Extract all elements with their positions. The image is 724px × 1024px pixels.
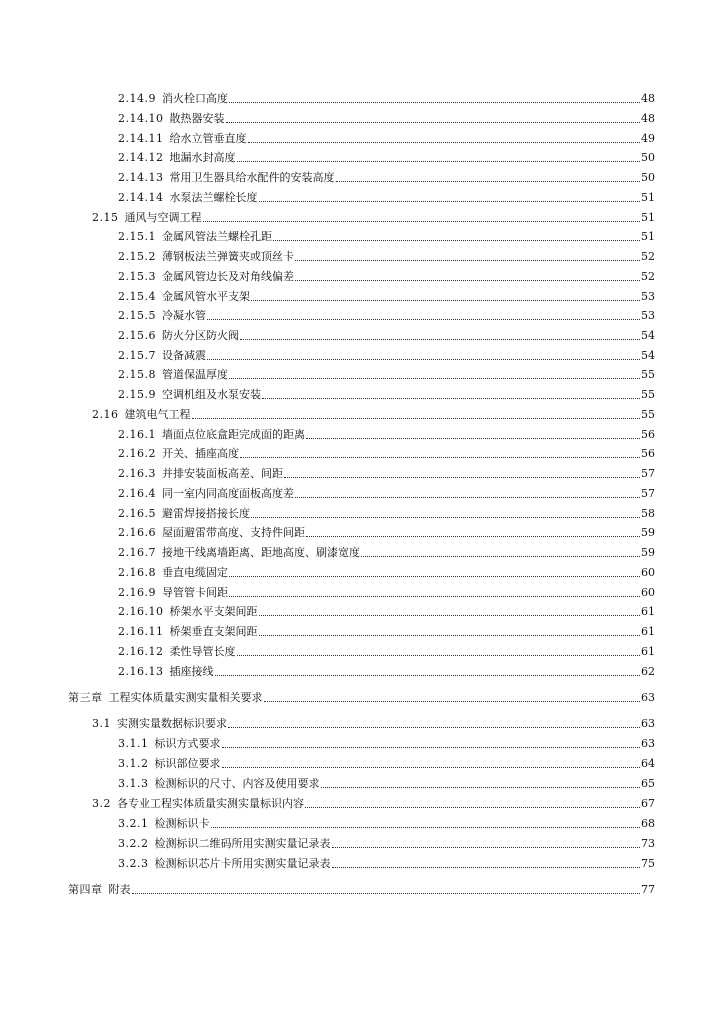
dot-leader xyxy=(222,767,641,768)
toc-entry-number: 3.2.2 xyxy=(118,837,149,850)
toc-entry-number: 2.15.5 xyxy=(118,309,156,322)
toc-entry[interactable] xyxy=(118,619,655,639)
dot-leader xyxy=(237,655,641,656)
dot-leader xyxy=(211,827,641,828)
toc-entry-title: 消火栓口高度 xyxy=(162,92,228,105)
toc-entry-page: 49 xyxy=(641,132,655,145)
toc-entry-title: 标识方式要求 xyxy=(154,737,221,750)
toc-entry-number: 3.1 xyxy=(92,717,111,730)
dot-leader xyxy=(361,556,640,557)
dot-leader xyxy=(306,438,640,439)
toc-entry-title: 检测标识二维码所用实测实量记录表 xyxy=(154,837,331,850)
toc-entry-page: 51 xyxy=(641,191,655,204)
toc-entry-page: 75 xyxy=(641,857,655,870)
toc-entry-title: 金属风管法兰螺栓孔距 xyxy=(162,230,272,243)
dot-leader xyxy=(229,102,640,103)
toc-entry-page: 56 xyxy=(641,447,655,460)
toc-entry[interactable] xyxy=(118,86,655,106)
toc-entry-number: 2.16 xyxy=(92,408,119,421)
toc-entry[interactable] xyxy=(118,284,655,304)
toc-entry-title: 附表 xyxy=(108,883,131,896)
toc-entry-title: 开关、插座高度 xyxy=(162,447,239,460)
toc-entry-page: 61 xyxy=(641,605,655,618)
toc-entry[interactable] xyxy=(118,422,655,442)
toc-entry-title: 柔性导管长度 xyxy=(169,645,236,658)
toc-entry-number: 2.16.4 xyxy=(118,487,156,500)
toc-entry-title: 屋面避雷带高度、支持件间距 xyxy=(162,526,305,539)
dot-leader xyxy=(295,260,640,261)
dot-leader xyxy=(332,867,641,868)
toc-entry-number: 2.15 xyxy=(92,211,119,224)
dot-leader xyxy=(229,576,640,577)
toc-entry-number: 3.2.3 xyxy=(118,857,149,870)
dot-leader xyxy=(229,596,640,597)
toc-entry[interactable] xyxy=(118,362,655,382)
dot-leader xyxy=(207,319,640,320)
toc-entry-number: 2.16.3 xyxy=(118,467,156,480)
toc-entry-page: 73 xyxy=(641,837,655,850)
toc-entry-number: 2.15.8 xyxy=(118,368,156,381)
dot-leader xyxy=(237,161,641,162)
dot-leader xyxy=(262,398,640,399)
toc-entry-number: 2.15.1 xyxy=(118,230,156,243)
toc-entry-page: 58 xyxy=(641,507,655,520)
toc-entry-number: 2.16.9 xyxy=(118,586,156,599)
toc-entry[interactable] xyxy=(118,501,655,521)
toc-entry-page: 54 xyxy=(641,349,655,362)
dot-leader xyxy=(132,893,641,894)
toc-entry-page: 54 xyxy=(641,329,655,342)
toc-entry[interactable] xyxy=(118,659,655,679)
dot-leader xyxy=(295,280,640,281)
toc-entry-page: 63 xyxy=(641,717,655,730)
dot-leader xyxy=(321,787,641,788)
dot-leader xyxy=(284,477,640,478)
dot-leader xyxy=(222,747,641,748)
toc-entry[interactable] xyxy=(118,831,655,851)
toc-entry-number: 2.14.10 xyxy=(118,112,164,125)
toc-entry-page: 63 xyxy=(641,691,655,704)
toc-entry[interactable] xyxy=(118,441,655,461)
toc-entry-title: 冷凝水管 xyxy=(162,309,206,322)
toc-entry-number: 2.16.11 xyxy=(118,625,164,638)
dot-leader xyxy=(251,517,640,518)
toc-entry[interactable] xyxy=(118,244,655,264)
dot-leader xyxy=(240,457,640,458)
toc-entry-title: 避雷焊接搭接长度 xyxy=(162,507,250,520)
toc-entry-page: 48 xyxy=(641,112,655,125)
toc-entry-number: 2.14.14 xyxy=(118,191,164,204)
toc-entry-number: 2.16.13 xyxy=(118,665,164,678)
toc-entry-number: 2.16.2 xyxy=(118,447,156,460)
toc-entry[interactable] xyxy=(118,106,655,126)
toc-entry-title: 建筑电气工程 xyxy=(124,408,191,421)
toc-entry[interactable] xyxy=(118,481,655,501)
toc-entry[interactable] xyxy=(92,402,655,422)
toc-entry-page: 50 xyxy=(641,171,655,184)
toc-entry-page: 48 xyxy=(641,92,655,105)
toc-entry[interactable] xyxy=(118,303,655,323)
toc-entry-number: 2.15.2 xyxy=(118,250,156,263)
toc-entry-title: 散热器安装 xyxy=(169,112,225,125)
toc-entry[interactable] xyxy=(118,639,655,659)
toc-entry-number: 3.1.2 xyxy=(118,757,149,770)
toc-entry-title: 桥架垂直支架间距 xyxy=(169,625,258,638)
toc-entry[interactable] xyxy=(118,126,655,146)
toc-entry-title: 薄钢板法兰弹簧夹或顶丝卡 xyxy=(162,250,294,263)
toc-entry[interactable] xyxy=(68,877,655,897)
toc-entry-number: 2.15.4 xyxy=(118,290,156,303)
toc-entry-page: 68 xyxy=(641,817,655,830)
toc-entry[interactable] xyxy=(118,461,655,481)
toc-entry-title: 检测标识的尺寸、内容及使用要求 xyxy=(154,777,320,790)
toc-entry-page: 52 xyxy=(641,270,655,283)
toc-entry-title: 标识部位要求 xyxy=(154,757,221,770)
toc-entry-title: 空调机组及水泵安装 xyxy=(162,388,261,401)
toc-entry[interactable] xyxy=(118,560,655,580)
dot-leader xyxy=(228,727,640,728)
dot-leader xyxy=(215,675,641,676)
toc-entry[interactable] xyxy=(118,224,655,244)
toc-entry[interactable] xyxy=(118,751,655,771)
toc-entry-page: 67 xyxy=(641,797,655,810)
toc-entry-number: 第四章 xyxy=(68,883,103,896)
toc-entry-page: 63 xyxy=(641,737,655,750)
toc-entry-title: 并排安装面板高差、间距 xyxy=(162,467,283,480)
toc-entry-page: 51 xyxy=(641,211,655,224)
toc-entry-title: 检测标识芯片卡所用实测实量记录表 xyxy=(154,857,331,870)
toc-entry[interactable] xyxy=(118,580,655,600)
toc-entry-title: 工程实体质量实测实量相关要求 xyxy=(108,691,263,704)
toc-entry-title: 插座接线 xyxy=(169,665,214,678)
toc-entry[interactable] xyxy=(118,811,655,831)
dot-leader xyxy=(264,701,641,702)
toc-entry-title: 同一室内同高度面板高度差 xyxy=(162,487,294,500)
toc-entry-number: 3.2.1 xyxy=(118,817,149,830)
toc-entry-page: 55 xyxy=(641,388,655,401)
toc-entry-number: 2.15.9 xyxy=(118,388,156,401)
toc-entry-title: 接地干线离墙距离、距地高度、刷漆宽度 xyxy=(162,546,360,559)
dot-leader xyxy=(273,240,640,241)
dot-leader xyxy=(259,615,641,616)
toc-entry-number: 3.1.3 xyxy=(118,777,149,790)
toc-entry[interactable] xyxy=(118,540,655,560)
dot-leader xyxy=(207,359,640,360)
toc-entry-number: 2.16.10 xyxy=(118,605,164,618)
toc-entry-page: 77 xyxy=(641,883,655,896)
toc-entry-number: 2.15.7 xyxy=(118,349,156,362)
toc-entry-number: 2.16.7 xyxy=(118,546,156,559)
toc-entry-number: 3.1.1 xyxy=(118,737,149,750)
toc-entry-title: 管道保温厚度 xyxy=(162,368,228,381)
toc-entry-title: 检测标识卡 xyxy=(154,817,210,830)
toc-entry-page: 50 xyxy=(641,151,655,164)
toc-entry-page: 61 xyxy=(641,645,655,658)
toc-entry[interactable] xyxy=(118,599,655,619)
toc-entry-number: 2.16.6 xyxy=(118,526,156,539)
toc-entry-title: 垂直电缆固定 xyxy=(162,566,228,579)
dot-leader xyxy=(259,201,641,202)
toc-entry[interactable] xyxy=(92,205,655,225)
toc-entry-number: 2.16.1 xyxy=(118,428,156,441)
toc-entry-number: 3.2 xyxy=(92,797,111,810)
toc-entry-title: 导管管卡间距 xyxy=(162,586,228,599)
toc-entry-title: 桥架水平支架间距 xyxy=(169,605,258,618)
toc-entry-title: 实测实量数据标识要求 xyxy=(117,717,227,730)
toc-entry[interactable] xyxy=(92,791,655,811)
toc-entry-page: 60 xyxy=(641,566,655,579)
toc-entry[interactable] xyxy=(118,323,655,343)
toc-entry-page: 55 xyxy=(641,408,655,421)
toc-entry-page: 55 xyxy=(641,368,655,381)
toc-entry-number: 2.14.13 xyxy=(118,171,164,184)
toc-entry-number: 2.16.12 xyxy=(118,645,164,658)
toc-entry[interactable] xyxy=(118,731,655,751)
toc-entry-title: 各专业工程实体质量实测实量标识内容 xyxy=(117,797,304,810)
toc-entry-page: 59 xyxy=(641,546,655,559)
dot-leader xyxy=(259,635,641,636)
toc-entry-page: 57 xyxy=(641,487,655,500)
toc-entry-page: 59 xyxy=(641,526,655,539)
toc-entry-number: 2.14.9 xyxy=(118,92,156,105)
toc-entry-number: 2.15.6 xyxy=(118,329,156,342)
toc-entry-page: 62 xyxy=(641,665,655,678)
dot-leader xyxy=(240,339,640,340)
dot-leader xyxy=(226,122,641,123)
toc-entry[interactable] xyxy=(118,520,655,540)
toc-entry[interactable] xyxy=(118,382,655,402)
toc-entry[interactable] xyxy=(118,851,655,871)
toc-entry-title: 通风与空调工程 xyxy=(124,211,202,224)
toc-entry-page: 60 xyxy=(641,586,655,599)
toc-entry-number: 2.14.12 xyxy=(118,151,164,164)
toc-entry-page: 57 xyxy=(641,467,655,480)
toc-entry-page: 51 xyxy=(641,230,655,243)
dot-leader xyxy=(251,300,640,301)
dot-leader xyxy=(336,181,641,182)
toc-entry-title: 金属风管边长及对角线偏差 xyxy=(162,270,294,283)
toc-entry[interactable] xyxy=(118,771,655,791)
toc-entry[interactable] xyxy=(92,711,655,731)
dot-leader xyxy=(295,497,640,498)
toc-entry[interactable] xyxy=(118,185,655,205)
toc-entry-page: 53 xyxy=(641,309,655,322)
toc-entry-title: 设备减震 xyxy=(162,349,206,362)
dot-leader xyxy=(192,418,641,419)
toc-entry-page: 65 xyxy=(641,777,655,790)
toc-entry[interactable] xyxy=(118,145,655,165)
toc-entry-number: 2.15.3 xyxy=(118,270,156,283)
toc-entry[interactable] xyxy=(118,264,655,284)
toc-entry-page: 52 xyxy=(641,250,655,263)
toc-entry-title: 常用卫生器具给水配件的安装高度 xyxy=(169,171,335,184)
toc-entry-title: 水泵法兰螺栓长度 xyxy=(169,191,258,204)
toc-entry[interactable] xyxy=(68,685,655,705)
toc-entry-number: 2.16.5 xyxy=(118,507,156,520)
toc-entry-page: 61 xyxy=(641,625,655,638)
toc-entry-title: 地漏水封高度 xyxy=(169,151,236,164)
toc-entry-page: 53 xyxy=(641,290,655,303)
toc-entry[interactable] xyxy=(118,165,655,185)
toc-entry-number: 2.16.8 xyxy=(118,566,156,579)
toc-entry[interactable] xyxy=(118,343,655,363)
toc-entry-title: 金属风管水平支架 xyxy=(162,290,250,303)
dot-leader xyxy=(248,142,641,143)
toc-entry-page: 56 xyxy=(641,428,655,441)
dot-leader xyxy=(306,536,640,537)
toc-entry-title: 防火分区防火阀 xyxy=(162,329,239,342)
dot-leader xyxy=(229,378,640,379)
toc-entry-title: 墙面点位底盒距完成面的距离 xyxy=(162,428,305,441)
dot-leader xyxy=(305,807,640,808)
toc-entry-title: 给水立管垂直度 xyxy=(169,132,247,145)
toc-entry-number: 2.14.11 xyxy=(118,132,164,145)
toc-entry-number: 第三章 xyxy=(68,691,103,704)
dot-leader xyxy=(332,847,641,848)
dot-leader xyxy=(203,221,641,222)
toc-entry-page: 64 xyxy=(641,757,655,770)
